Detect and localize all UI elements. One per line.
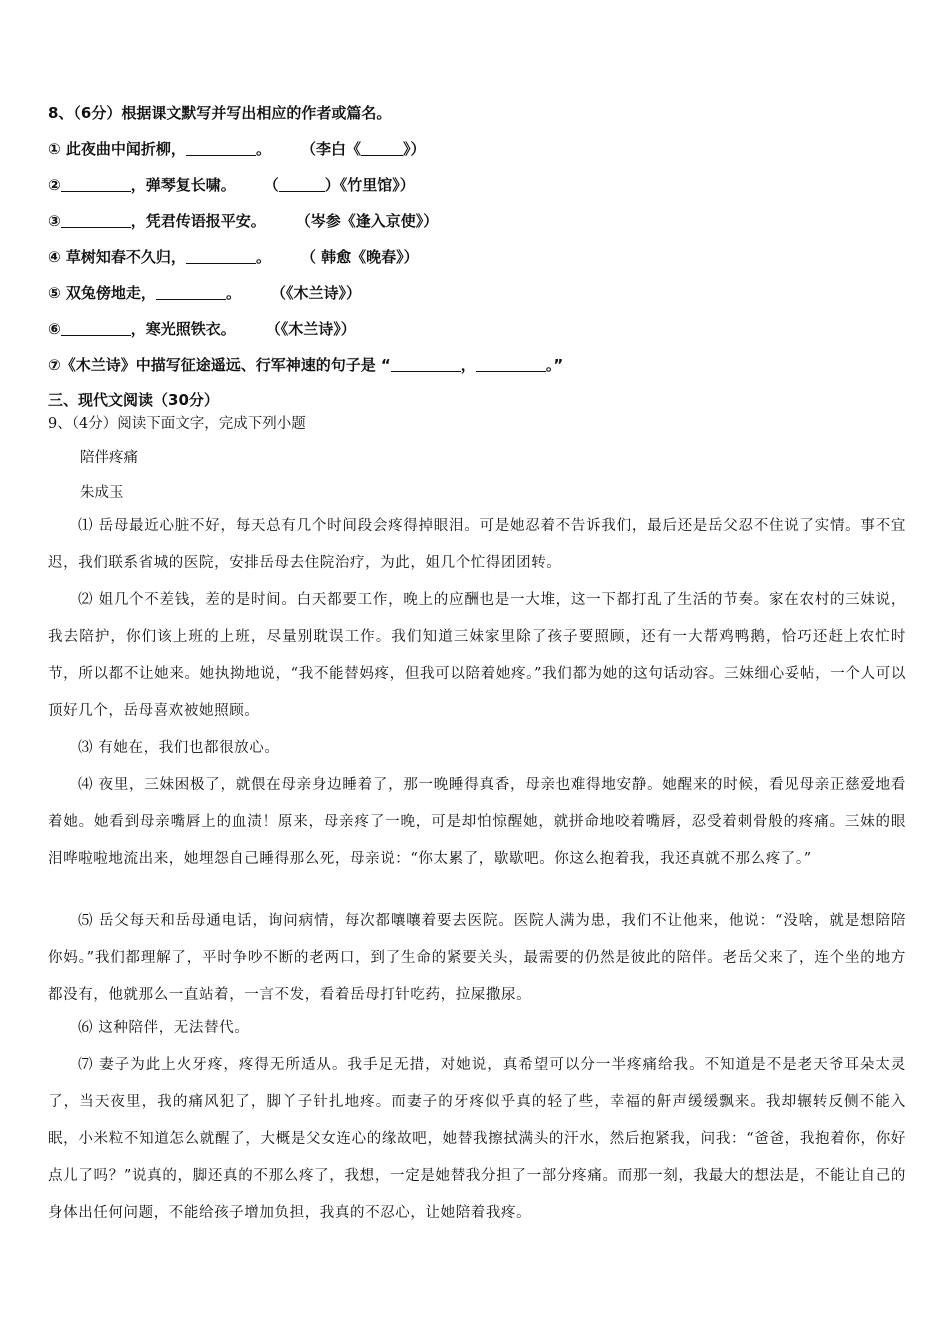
answer-blank[interactable] [61,176,131,192]
q8-item-2-source-end: ）《竹里馆》） [324,176,415,194]
answer-blank[interactable] [61,320,131,336]
q8-item-1-source: （李白《 [300,140,361,158]
q8-item-3 [48,211,438,231]
paragraph-1: ⑴ 岳母最近心脏不好，每天总有几个时间段会疼得掉眼泪。可是她忍着不告诉我们，最后还是岳父忍不住说了实情。事不宜迟，我们联系省城的医院，安排岳母去住院治疗，为此，姐几个忙得团团转。 [48,518,906,571]
paragraph-7: ⑺ 妻子为此上火牙疼，疼得无所适从。我手足无措，对她说，真希望可以分一半疼痛给我。不知道是不是老天爷耳朵太灵了，当天夜里，我的痛风犯了，脚丫子针扎地疼。而妻子的牙疼似乎真的轻了些，幸福的鼾声缓缓飘来。我却辗转反侧不能入眠，小米粒不知道怎么就醒了，大概是父女连心的缘故吧，她替我擦拭满头的汗水，然后抱紧我，问我：“爸爸，我抱着你，你好点儿了吗？”说真的，脚还真的不那么疼了，我想，一定是她替我分担了一部分疼痛。而那一刻，我最大的想法是，不能让自己的身体出任何问题，不能给孩子增加负担，我真的不忍心，让她陪着我疼。 [48,1057,906,1221]
answer-blank[interactable] [476,356,546,372]
q8-item-7-comma: ， [460,356,476,374]
q8-item-4-source: （ 韩愈《晚春》） [300,248,419,266]
q8-item-1-source-end: 》） [402,140,426,158]
article-author-text: 朱成玉 [80,485,124,501]
q8-item-2 [48,175,415,195]
q8-item-1 [48,139,425,159]
section-3-title [48,390,219,410]
q8-item-7 [48,355,563,375]
paragraph-4: ⑷ 夜里，三妹困极了，就偎在母亲身边睡着了，那一晚睡得真香，母亲也难得地安静。她醒来的时候，看见母亲正慈爱地看着她。她看到母亲嘴唇上的血渍！原来，母亲疼了一晚，可是却怕惊醒她，就拼命地咬着嘴唇，忍受着刺骨般的疼痛。三妹的眼泪哗啦啦地流出来，她埋怨自己睡得那么死，母亲说：“你太累了，歇歇吧。你这么抱着我，我还真就不那么疼了。” [48,777,906,867]
q8-item-4-text: ④ 草树知春不久归， [48,248,186,266]
answer-blank[interactable] [61,212,131,228]
q8-item-1-punct: 。 [255,140,271,158]
q8-item-4-punct: 。 [255,248,271,266]
q8-item-3-text: ，凭君传语报平安。 [130,212,266,230]
paragraph-2: ⑵ 姐几个不差钱，差的是时间。白天都要工作，晚上的应酬也是一大堆，这一下都打乱了生活的节奏。家在农村的三妹说，我去陪护，你们该上班的上班，尽量别耽误工作。我们知道三妹家里除了孩子要照顾，还有一大帮鸡鸭鹅，恰巧还赶上农忙时节，所以都不让她来。她执拗地说，“我不能替妈疼，但我可以陪着她疼。”我们都为她的这句话动容。三妹细心妥帖，一个人可以顶好几个，岳母喜欢被她照顾。 [48,592,906,719]
article-title-text: 陪伴疼痛 [80,450,138,466]
q8-item-2-source: （ [263,176,279,194]
q8-item-3-marker: ③ [48,212,61,230]
q8-item-7-text: ⑦《木兰诗》中描写征途遥远、行军神速的句子是 “ [48,356,391,374]
q8-item-4 [48,247,419,267]
paragraph-6: ⑹ 这种陪伴，无法替代。 [78,1020,250,1036]
paragraph-3: ⑶ 有她在，我们也都很放心。 [78,740,280,756]
q8-item-5-punct: 。 [225,284,241,302]
question-8-header [48,103,391,123]
q8-item-6-text: ，寒光照铁衣。 [130,320,236,338]
question-9-header [48,414,306,434]
paragraph-5: ⑸ 岳父每天和岳母通电话，询问病情，每次都嚷嚷着要去医院。医院人满为患，我们不让他来，他说：“没啥，就是想陪陪你妈。”我们都理解了，平时争吵不断的老两口，到了生命的紧要关头，最需要的仍然是彼此的陪伴。老岳父来了，连个坐的地方都没有，他就那么一直站着，一言不发，看着岳母打针吃药，拉屎撒尿。 [48,913,906,1003]
q8-item-6-marker: ⑥ [48,320,61,338]
q8-item-7-end: 。” [545,356,564,374]
q8-item-3-source: （岑参《逢入京使》） [295,212,439,230]
answer-blank[interactable] [186,248,256,264]
answer-blank[interactable] [361,140,403,156]
answer-blank[interactable] [156,284,226,300]
section-3-title-text: 三、现代文阅读（30分） [48,391,219,409]
q8-item-5 [48,283,361,303]
q8-item-2-text: ，弹琴复长啸。 [130,176,236,194]
answer-blank[interactable] [391,356,461,372]
q8-item-6-source: （《木兰诗》） [265,320,356,338]
q8-item-5-source: （《木兰诗》） [270,284,361,302]
q8-item-1-text: ① 此夜曲中闻折柳， [48,140,186,158]
question-8-header-text: 8、（6分）根据课文默写并写出相应的作者或篇名。 [48,104,392,122]
q8-item-5-text: ⑤ 双兔傍地走， [48,284,156,302]
q8-item-2-marker: ② [48,176,61,194]
question-9-header-text: 9、（4分）阅读下面文字，完成下列小题 [48,416,306,432]
article-author [80,483,124,503]
answer-blank[interactable] [186,140,256,156]
q8-item-6 [48,319,356,339]
article-title [80,448,138,468]
answer-blank[interactable] [279,176,325,192]
